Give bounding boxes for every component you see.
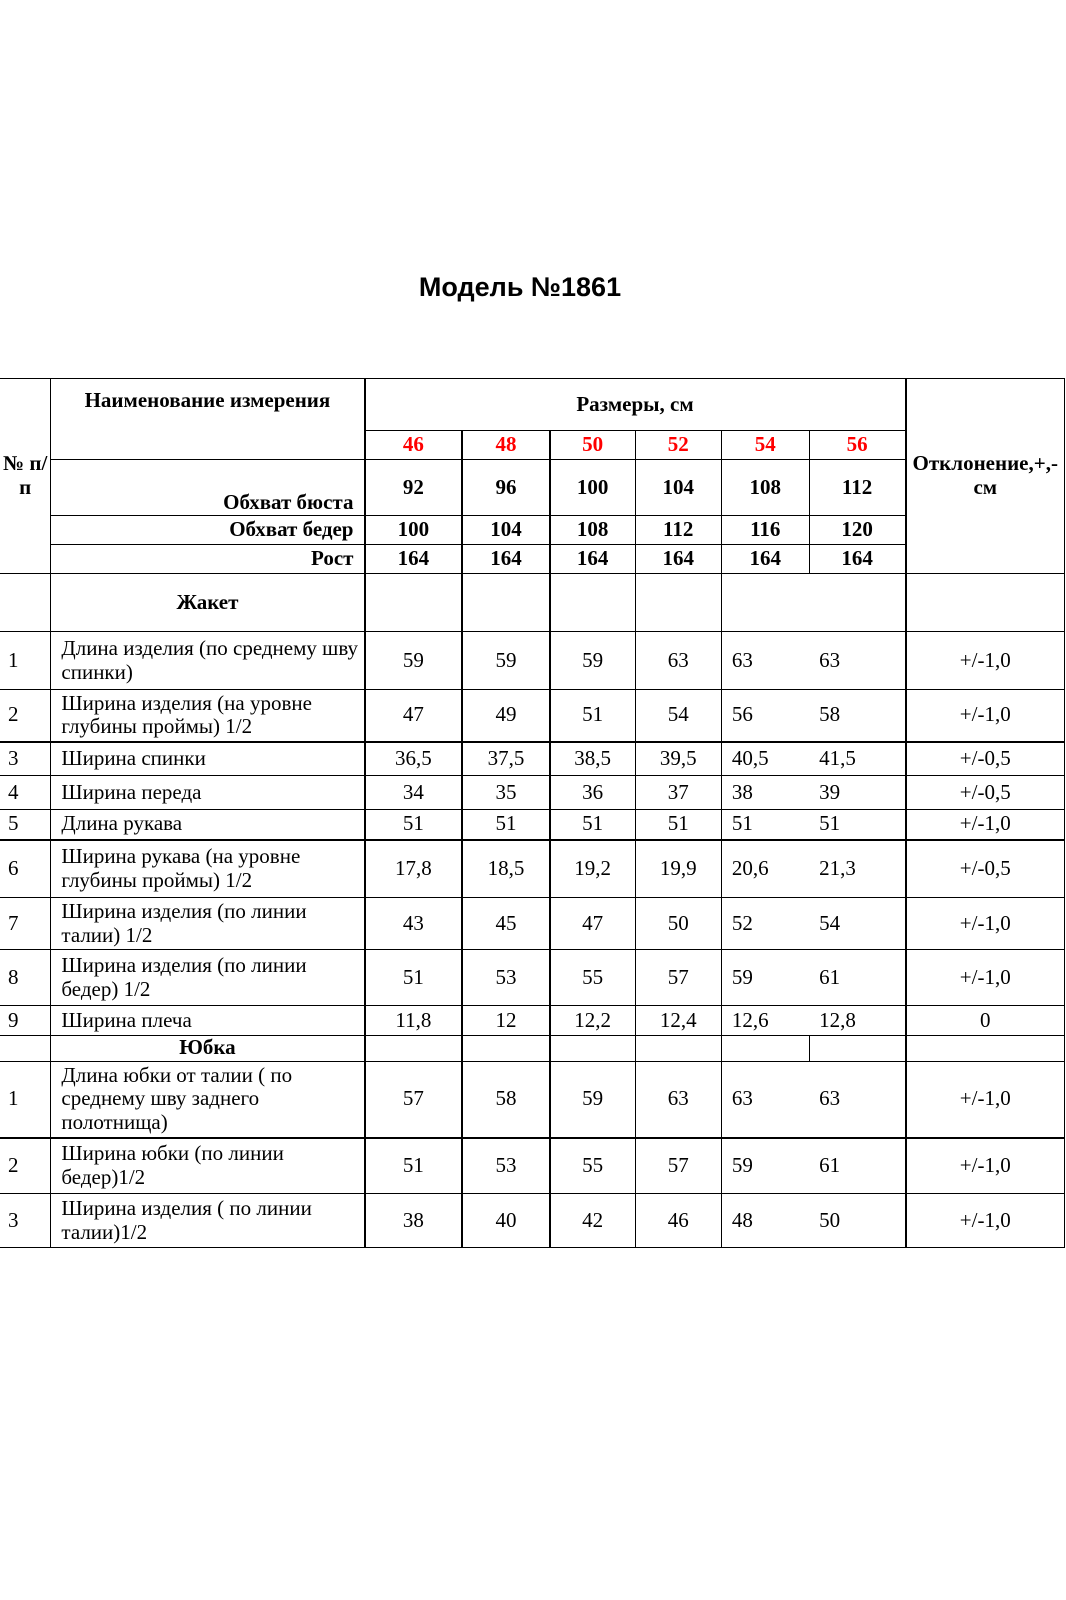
- value-cell: 12,2: [550, 1006, 635, 1036]
- value-cell: 46: [635, 1194, 721, 1248]
- row-number: 2: [0, 690, 51, 742]
- value-cell: 63: [809, 1062, 905, 1138]
- size-cell: 48: [462, 431, 549, 460]
- height-cell: 164: [635, 545, 721, 574]
- size-cell: 46: [365, 431, 463, 460]
- deviation-cell: +/-0,5: [906, 776, 1065, 810]
- value-cell: 36,5: [365, 742, 463, 776]
- row-number: 2: [0, 1138, 51, 1194]
- bust-cell: 96: [462, 460, 549, 516]
- size-cell: 54: [721, 431, 809, 460]
- value-cell: 19,9: [635, 840, 721, 898]
- row-number: 7: [0, 898, 51, 950]
- hips-cell: 116: [721, 516, 809, 545]
- value-cell: 35: [462, 776, 549, 810]
- value-cell: 58: [809, 690, 905, 742]
- name-header: Наименование измерения: [51, 379, 365, 460]
- value-cell: 19,2: [550, 840, 635, 898]
- value-cell: 34: [365, 776, 463, 810]
- measurement-name: Ширина рукава (на уровне глубины проймы) 1/2: [51, 840, 365, 898]
- row-number: 9: [0, 1006, 51, 1036]
- size-cell: 50: [550, 431, 635, 460]
- deviation-cell: +/-1,0: [906, 810, 1065, 840]
- value-cell: 45: [462, 898, 549, 950]
- hips-cell: 112: [635, 516, 721, 545]
- measurement-name: Длина рукава: [51, 810, 365, 840]
- value-cell: 53: [462, 950, 549, 1006]
- value-cell: 59: [550, 632, 635, 690]
- value-cell: 63: [809, 632, 905, 690]
- value-cell: 58: [462, 1062, 549, 1138]
- value-cell: 51: [462, 810, 549, 840]
- height-cell: 164: [550, 545, 635, 574]
- deviation-cell: +/-1,0: [906, 632, 1065, 690]
- row-number: 4: [0, 776, 51, 810]
- row-number: 6: [0, 840, 51, 898]
- value-cell: 51: [550, 810, 635, 840]
- jacket-section-title: Жакет: [51, 574, 365, 632]
- measurement-name: Ширина изделия (по линии бедер) 1/2: [51, 950, 365, 1006]
- table-row: [0, 950, 1065, 1006]
- value-cell: 12,4: [635, 1006, 721, 1036]
- value-cell: 38: [721, 776, 809, 810]
- value-cell: 63: [635, 632, 721, 690]
- row-number: 1: [0, 632, 51, 690]
- value-cell: 48: [721, 1194, 809, 1248]
- table-row: [0, 810, 1065, 840]
- value-cell: 39,5: [635, 742, 721, 776]
- value-cell: 51: [635, 810, 721, 840]
- value-cell: 59: [550, 1062, 635, 1138]
- row-number: 5: [0, 810, 51, 840]
- header-row: [0, 379, 1065, 431]
- size-chart-table: [0, 378, 1065, 1248]
- deviation-cell: +/-0,5: [906, 840, 1065, 898]
- hips-label: Обхват бедер: [51, 516, 365, 545]
- num-header: № п/п: [0, 379, 51, 574]
- value-cell: 51: [365, 950, 463, 1006]
- value-cell: 38,5: [550, 742, 635, 776]
- measurement-name: Ширина изделия (по линии талии) 1/2: [51, 898, 365, 950]
- table-row: [0, 1006, 1065, 1036]
- deviation-cell: +/-1,0: [906, 1194, 1065, 1248]
- height-cell: 164: [365, 545, 463, 574]
- measurement-name: Ширина плеча: [51, 1006, 365, 1036]
- table-row: [0, 1194, 1065, 1248]
- value-cell: 57: [635, 1138, 721, 1194]
- table-row: [0, 840, 1065, 898]
- value-cell: 47: [550, 898, 635, 950]
- row-number: 3: [0, 742, 51, 776]
- deviation-cell: +/-1,0: [906, 690, 1065, 742]
- bust-cell: 108: [721, 460, 809, 516]
- value-cell: 37: [635, 776, 721, 810]
- hips-row: [0, 516, 1065, 545]
- table-row: [0, 690, 1065, 742]
- bust-cell: 100: [550, 460, 635, 516]
- value-cell: 36: [550, 776, 635, 810]
- deviation-cell: +/-1,0: [906, 1062, 1065, 1138]
- height-cell: 164: [721, 545, 809, 574]
- value-cell: 63: [721, 1062, 809, 1138]
- sizes-header: Размеры, см: [365, 379, 906, 431]
- skirt-section-title: Юбка: [51, 1036, 365, 1062]
- measurement-name: Ширина изделия (на уровне глубины проймы) 1/2: [51, 690, 365, 742]
- deviation-cell: +/-1,0: [906, 1138, 1065, 1194]
- value-cell: 59: [721, 950, 809, 1006]
- value-cell: 51: [365, 810, 463, 840]
- value-cell: 63: [635, 1062, 721, 1138]
- row-number: 1: [0, 1062, 51, 1138]
- table-row: [0, 1062, 1065, 1138]
- deviation-header: Отклонение,+,- см: [906, 379, 1065, 574]
- size-cell: 56: [809, 431, 905, 460]
- value-cell: 61: [809, 950, 905, 1006]
- value-cell: 53: [462, 1138, 549, 1194]
- value-cell: 63: [721, 632, 809, 690]
- bust-row: [0, 460, 1065, 516]
- size-cell: 52: [635, 431, 721, 460]
- value-cell: 40: [462, 1194, 549, 1248]
- value-cell: 50: [635, 898, 721, 950]
- value-cell: 40,5: [721, 742, 809, 776]
- measurement-name: Длина изделия (по среднему шву спинки): [51, 632, 365, 690]
- value-cell: 42: [550, 1194, 635, 1248]
- row-number: 3: [0, 1194, 51, 1248]
- height-label: Рост: [51, 545, 365, 574]
- height-row: [0, 545, 1065, 574]
- value-cell: 57: [635, 950, 721, 1006]
- value-cell: 43: [365, 898, 463, 950]
- table-row: [0, 742, 1065, 776]
- height-cell: 164: [462, 545, 549, 574]
- table-row: [0, 898, 1065, 950]
- value-cell: 41,5: [809, 742, 905, 776]
- value-cell: 51: [550, 690, 635, 742]
- value-cell: 56: [721, 690, 809, 742]
- row-number: 8: [0, 950, 51, 1006]
- deviation-cell: 0: [906, 1006, 1065, 1036]
- value-cell: 51: [721, 810, 809, 840]
- value-cell: 38: [365, 1194, 463, 1248]
- page-title: Модель №1861: [418, 272, 622, 302]
- measurement-name: Ширина переда: [51, 776, 365, 810]
- table-row: [0, 1138, 1065, 1194]
- value-cell: 52: [721, 898, 809, 950]
- table-row: [0, 632, 1065, 690]
- skirt-section-row: [0, 1036, 1065, 1062]
- value-cell: 12,6: [721, 1006, 809, 1036]
- value-cell: 55: [550, 1138, 635, 1194]
- bust-cell: 112: [809, 460, 905, 516]
- value-cell: 59: [365, 632, 463, 690]
- value-cell: 47: [365, 690, 463, 742]
- jacket-section-row: [0, 574, 1065, 632]
- value-cell: 54: [809, 898, 905, 950]
- value-cell: 37,5: [462, 742, 549, 776]
- deviation-cell: +/-0,5: [906, 742, 1065, 776]
- value-cell: 51: [365, 1138, 463, 1194]
- value-cell: 57: [365, 1062, 463, 1138]
- value-cell: 21,3: [809, 840, 905, 898]
- value-cell: 59: [721, 1138, 809, 1194]
- value-cell: 49: [462, 690, 549, 742]
- deviation-cell: +/-1,0: [906, 898, 1065, 950]
- value-cell: 20,6: [721, 840, 809, 898]
- value-cell: 54: [635, 690, 721, 742]
- hips-cell: 100: [365, 516, 463, 545]
- bust-cell: 92: [365, 460, 463, 516]
- value-cell: 50: [809, 1194, 905, 1248]
- value-cell: 12,8: [809, 1006, 905, 1036]
- value-cell: 11,8: [365, 1006, 463, 1036]
- value-cell: 51: [809, 810, 905, 840]
- value-cell: 17,8: [365, 840, 463, 898]
- bust-cell: 104: [635, 460, 721, 516]
- height-cell: 164: [809, 545, 905, 574]
- bust-label: Обхват бюста: [51, 460, 365, 516]
- value-cell: 18,5: [462, 840, 549, 898]
- hips-cell: 120: [809, 516, 905, 545]
- deviation-cell: +/-1,0: [906, 950, 1065, 1006]
- value-cell: 59: [462, 632, 549, 690]
- value-cell: 39: [809, 776, 905, 810]
- value-cell: 12: [462, 1006, 549, 1036]
- table-row: [0, 776, 1065, 810]
- hips-cell: 104: [462, 516, 549, 545]
- hips-cell: 108: [550, 516, 635, 545]
- value-cell: 61: [809, 1138, 905, 1194]
- measurement-name: Длина юбки от талии ( по среднему шву заднего полотнища): [51, 1062, 365, 1138]
- measurement-name: Ширина изделия ( по линии талии)1/2: [51, 1194, 365, 1248]
- value-cell: 55: [550, 950, 635, 1006]
- measurement-name: Ширина юбки (по линии бедер)1/2: [51, 1138, 365, 1194]
- measurement-name: Ширина спинки: [51, 742, 365, 776]
